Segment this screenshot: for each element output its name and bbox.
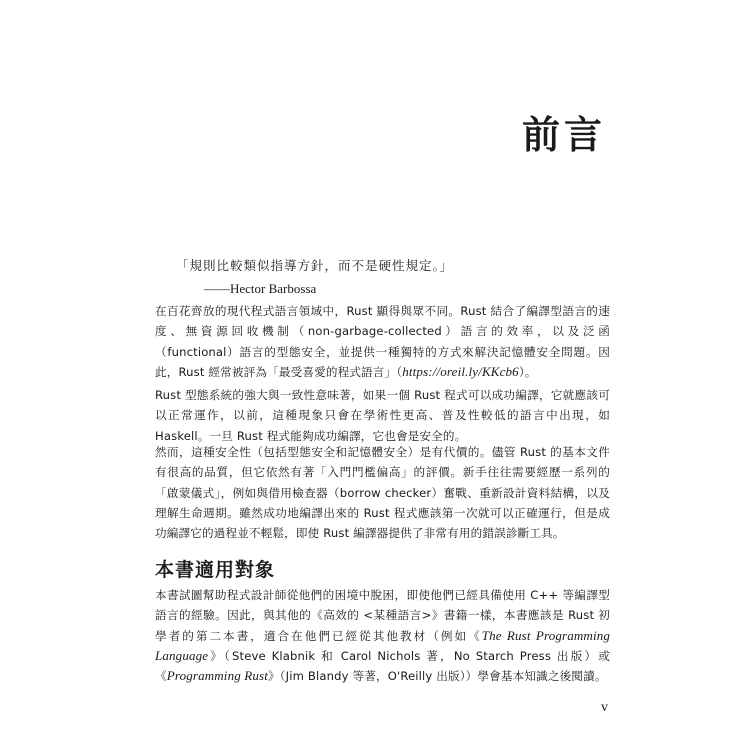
paragraph-2-text: Rust 型態系統的強大與一致性意味著，如果一個 Rust 程式可以成功編譯，它就應該可以正常運作，以前，這種現象只會在學術性更高、普及性較低的語言中出現，如 Haskell。一旦 Rust 程式能夠成功編譯，它也會是安全的。 [155, 388, 610, 443]
section-text-b: 》（Steve Klabnik 和 Carol Nichols 著，No Starch Press 出版）或《 [155, 648, 610, 684]
book-title-rust-programming-language: The Rust Programming Language [155, 627, 610, 663]
section-text-a: 本書試圖幫助程式設計師從他們的困境中脫困，即使他們已經具備使用 C++ 等編譯型語言的經驗。因此，與其他的《高效的 <某種語言>》書籍一樣，本書應該是 Rust 初學者的第二本書，適合在他們已經從其他教材（例如《 [155, 588, 610, 643]
epigraph-quote: 「規則比較類似指導方針，而不是硬性規定。」 [176, 258, 454, 273]
section-text-c: 》（Jim Blandy 等著，O'Reilly 出版））學會基本知識之後閱讀。 [267, 669, 607, 684]
page-title: 前言 [521, 113, 606, 157]
paragraph-3-text: 然而，這種安全性（包括型態安全和記憶體安全）是有代價的。儘管 Rust 的基本文件有很高的品質，但它依然有著「入門門檻偏高」的評價。新手往往需要經歷一系列的「啟蒙儀式」，例如與借用檢查器（borrow checker）奮戰、重新設計資料結構，以及理解生命週期。雖然成功地編譯出來的 Rust 程式應該第一次就可以正確運行，但是成功編譯它的過程並不輕鬆，即使 Rust 編譯器提供了非常有用的錯誤診斷工具。 [155, 445, 610, 541]
body-paragraph-3 [155, 442, 610, 543]
section-heading: 本書適用對象 [155, 559, 276, 581]
body-paragraph-2 [155, 385, 610, 446]
body-paragraph-1 [155, 301, 610, 382]
epigraph-attribution: ——Hector Barbossa [204, 281, 317, 296]
epigraph [176, 257, 596, 297]
book-title-programming-rust: Programming Rust [166, 668, 268, 684]
paragraph-1-text-a: 在百花齊放的現代程式語言領域中，Rust 顯得與眾不同。Rust 結合了編譯型語言的速度、無資源回收機制（non-garbage-collected）語言的效率，以及泛函（functional）語言的型態安全，並提供一種獨特的方式來解決記憶體安全問題。因此，Rust 經常被評為「最受喜愛的程式語言」（ [155, 304, 610, 379]
paragraph-1-text-b: ）。 [518, 364, 537, 379]
paragraph-1-link[interactable]: https://oreil.ly/KKcb6 [402, 363, 519, 379]
section-paragraph [155, 585, 610, 686]
page-number: v [601, 700, 608, 715]
